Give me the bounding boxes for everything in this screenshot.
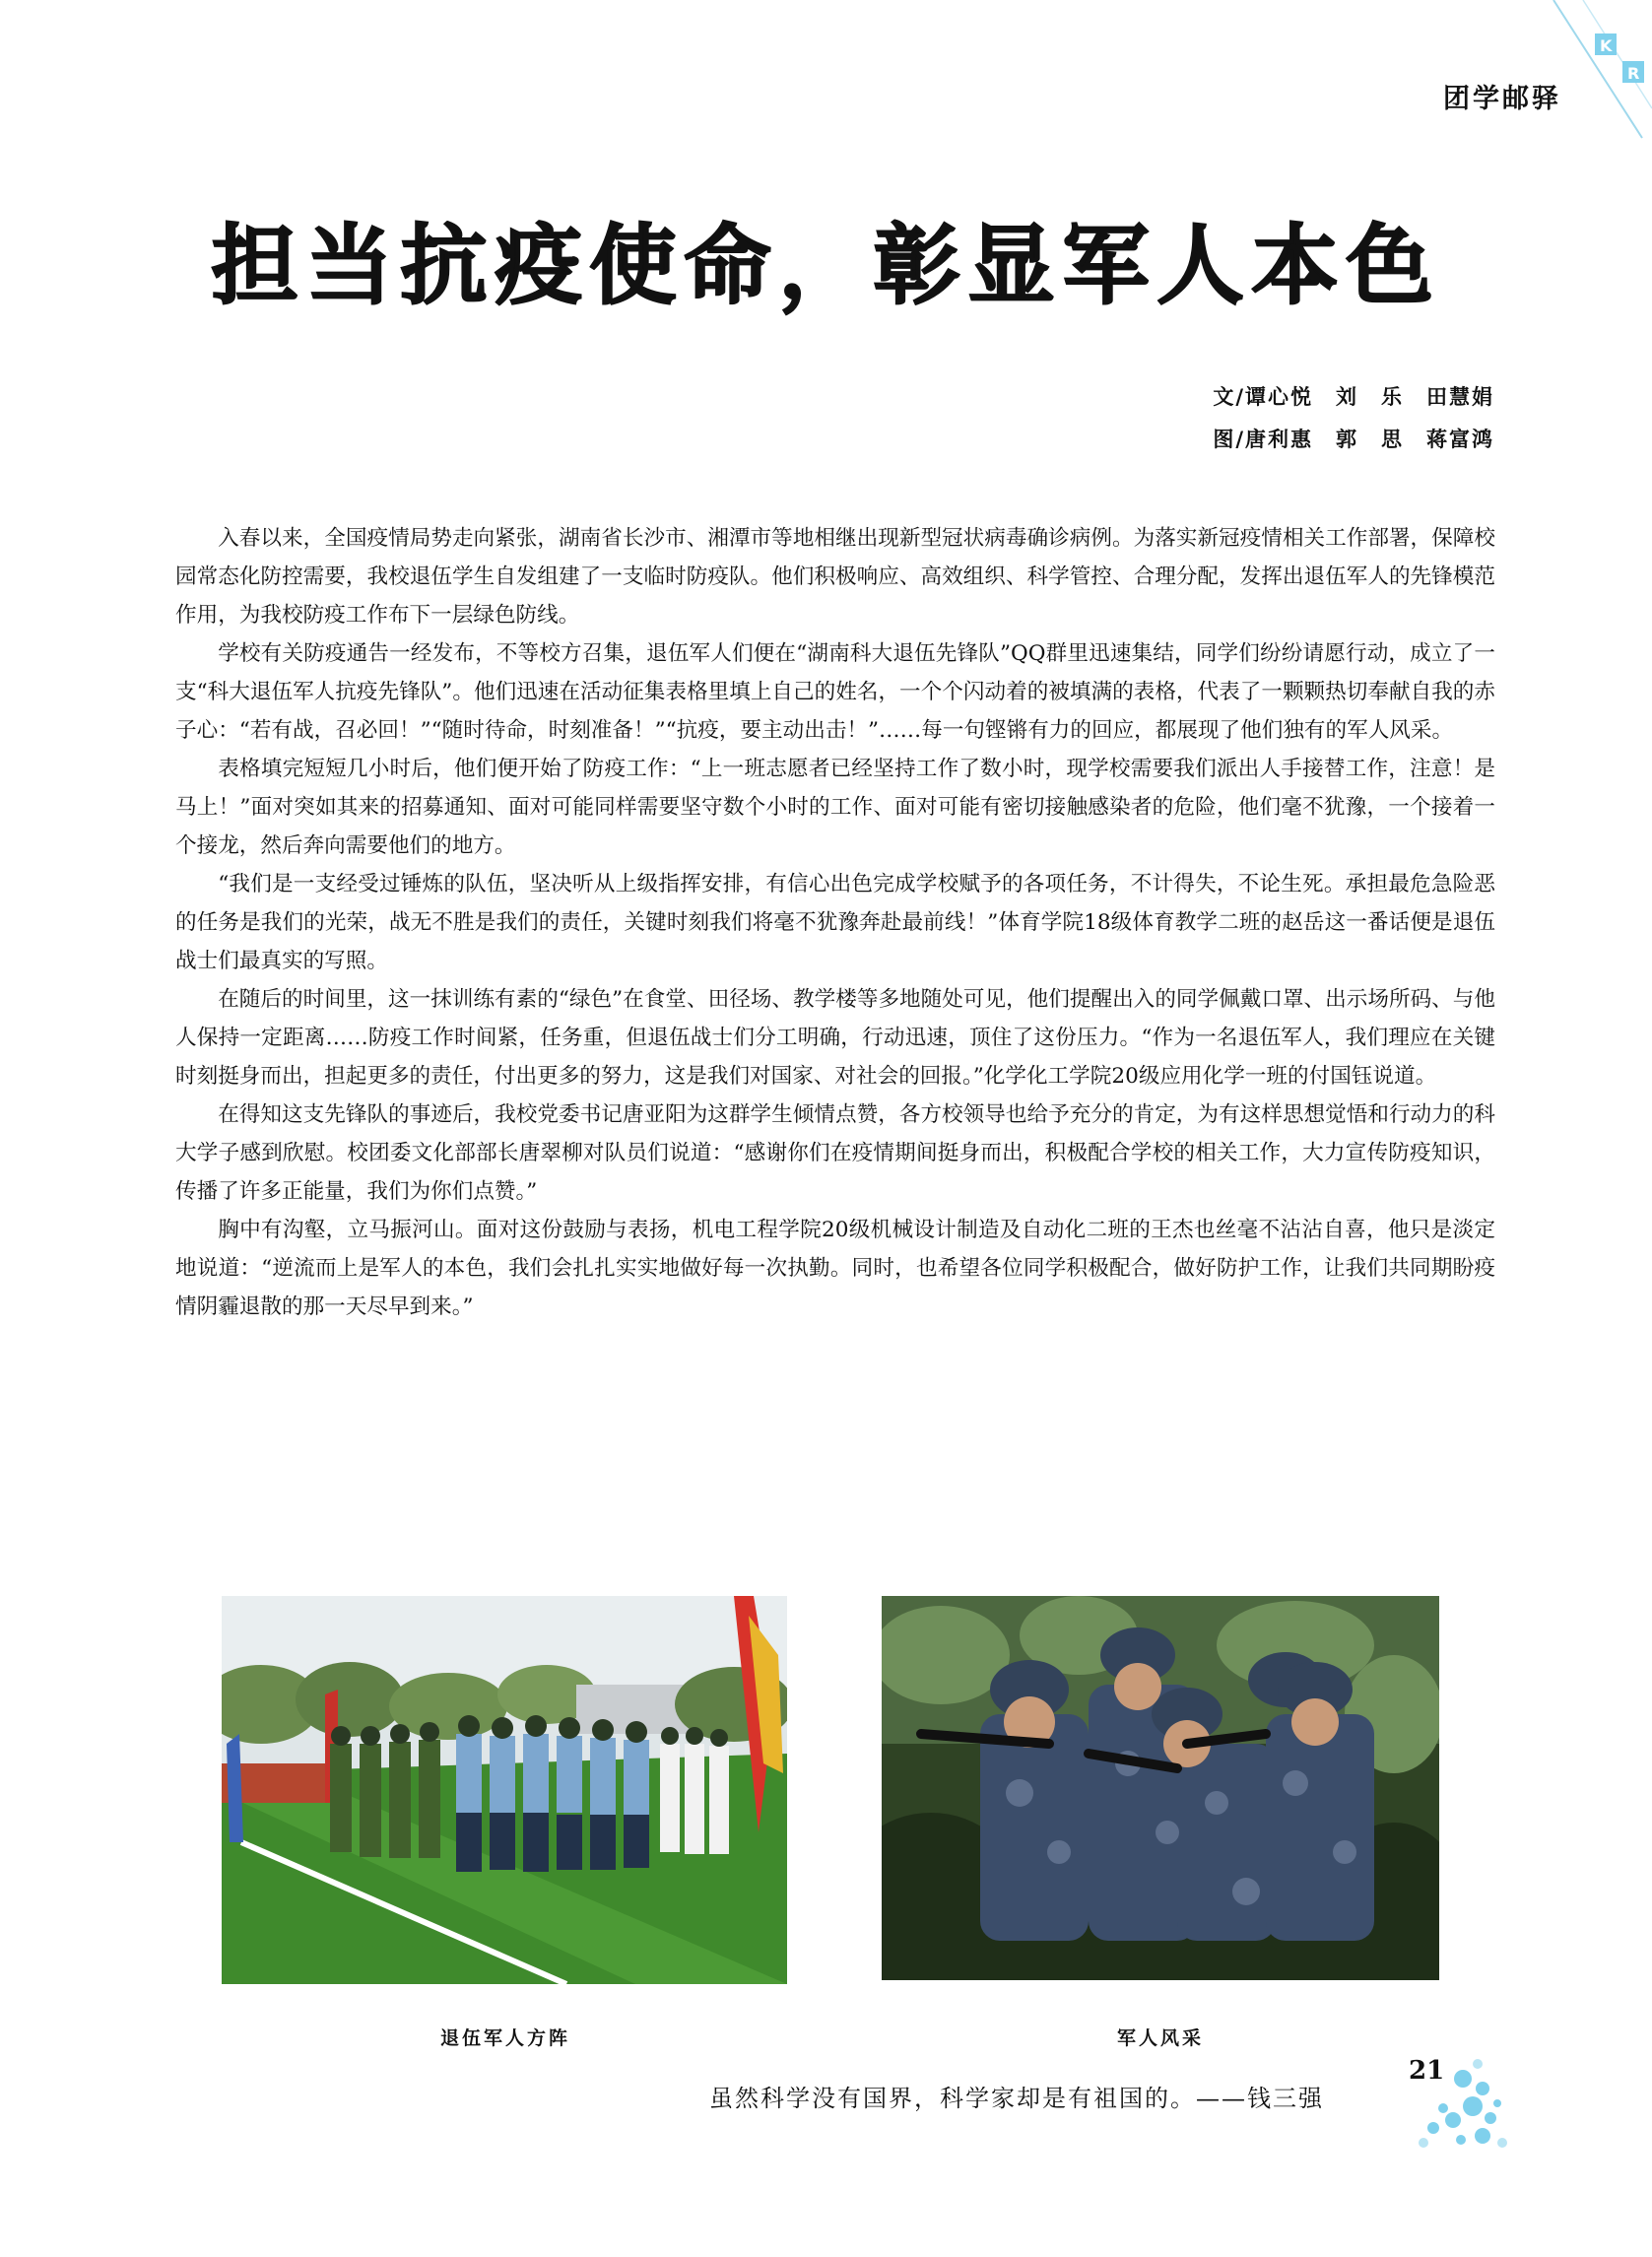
paragraph: 在得知这支先锋队的事迹后，我校党委书记唐亚阳为这群学生倾情点赞，各方校领导也给予充分的肯定，为有这样思想觉悟和行动力的科大学子感到欣慰。校团委文化部部长唐翠柳对队员们说道：“感谢你们在疫情期间挺身而出，积极配合学校的相关工作，大力宣传防疫知识，传播了许多正能量，我们为你们点赞。” [175,1102,1495,1204]
paragraph: 在随后的时间里，这一抹训练有素的“绿色”在食堂、田径场、教学楼等多地随处可见，他们提醒出入的同学佩戴口罩、出示场所码、与他人保持一定距离……防疫工作时间紧，任务重，但退伍战士们分工明确，行动迅速，顶住了这份压力。“作为一名退伍军人，我们理应在关键时刻挺身而出，担起更多的责任，付出更多的努力，这是我们对国家、对社会的回报。”化学化工学院20级应用化学一班的付国钰说道。 [175,987,1495,1089]
corner-kr-logo [1475,0,1652,148]
article-body [175,519,1495,1326]
article-title: 担当抗疫使命，彰显军人本色 [211,215,1441,316]
photo-veterans-formation [222,1596,787,1984]
photo-caption: 军人风采 [1116,2027,1204,2049]
footer-quote: 虽然科学没有国界，科学家却是有祖国的。——钱三强 [709,2085,1324,2112]
paragraph: “我们是一支经受过锤炼的队伍，坚决听从上级指挥安排，有信心出色完成学校赋予的各项任务，不计得失，不论生死。承担最危急险恶的任务是我们的光荣，战无不胜是我们的责任，关键时刻我们将毫不犹豫奔赴最前线！”体育学院18级体育教学二班的赵岳这一番话便是退伍战士们最真实的写照。 [175,872,1495,973]
byline [1213,376,1494,461]
photo-caption: 退伍军人方阵 [439,2027,570,2049]
paragraph: 学校有关防疫通告一经发布，不等校方召集，退伍军人们便在“湖南科大退伍先锋队”QQ群里迅速集结，同学们纷纷请愿行动，成立了一支“科大退伍军人抗疫先锋队”。他们迅速在活动征集表格里填上自己的姓名，一个个闪动着的被填满的表格，代表了一颗颗热切奉献自我的赤子心：“若有战，召必回！”“随时待命，时刻准备！”“抗疫，要主动出击！”……每一句铿锵有力的回应，都展现了他们独有的军人风采。 [175,641,1495,743]
corner-letter-k: K [1600,36,1613,55]
paragraph: 入春以来，全国疫情局势走向紧张，湖南省长沙市、湘潭市等地相继出现新型冠状病毒确诊病例。为落实新冠疫情相关工作部署，保障校园常态化防控需要，我校退伍学生自发组建了一支临时防疫队。他们积极响应、高效组织、科学管控、合理分配，发挥出退伍军人的先锋模范作用，为我校防疫工作布下一层绿色防线。 [175,526,1495,628]
paragraph: 表格填完短短几小时后，他们便开始了防疫工作：“上一班志愿者已经坚持工作了数小时，现学校需要我们派出人手接替工作，注意！是马上！”面对突如其来的招募通知、面对可能同样需要坚守数个小时的工作、面对可能有密切接触感染者的危险，他们毫不犹豫，一个接着一个接龙，然后奔向需要他们的地方。 [175,757,1495,858]
corner-letter-r: R [1627,64,1640,83]
byline-text-authors: 文/谭心悦 刘 乐 田慧娟 [1213,385,1494,409]
column-title: 团学邮驿 [1443,84,1561,114]
photo-soldiers-style [882,1596,1439,1980]
byline-photo-credits: 图/唐利惠 郭 思 蒋富鸿 [1213,428,1494,451]
page-number: 21 [1409,2056,1445,2086]
paragraph: 胸中有沟壑，立马振河山。面对这份鼓励与表扬，机电工程学院20级机械设计制造及自动化二班的王杰也丝毫不沾沾自喜，他只是淡定地说道：“逆流而上是军人的本色，我们会扎扎实实地做好每一次执勤。同时，也希望各位同学积极配合，做好防护工作，让我们共同期盼疫情阴霾退散的那一天尽早到来。” [175,1218,1495,1319]
